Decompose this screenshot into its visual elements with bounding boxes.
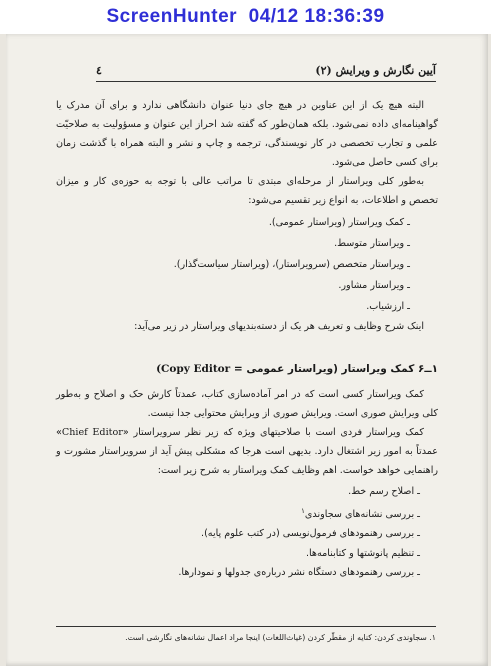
- footnote-marker: ۱: [301, 506, 305, 515]
- section-paragraph-2: [56, 423, 438, 480]
- list-item: ـ بررسی رهنمودهای فرمول‌نویسی (در کتب علوم پایه).: [56, 524, 420, 544]
- paragraph-2-part-a: کمک ویراستار فردی است با صلاحیتهای ویژه که زیر نظر سرویراستار «: [122, 427, 425, 438]
- footnote: ۱. سجاوندی کردن: کنایه از مقطّر کردن (غیاث‌اللغات) اینجا مراد اعمال نشانه‌های نگارشی است.: [56, 626, 436, 644]
- list-item: ـ ویراستار مشاور.: [56, 275, 410, 296]
- chief-editor-term: Chief Editor: [61, 427, 123, 438]
- page-number: ٤: [96, 64, 102, 77]
- duties-list: [56, 482, 438, 583]
- list-item: ـ ویراستار متوسط.: [56, 233, 410, 254]
- list-item: [56, 502, 420, 525]
- duty-text: بررسی نشانه‌های سجاوندی: [304, 508, 415, 520]
- outro-sentence: اینک شرح وظایف و تعریف هر یک از دسته‌بندیهای ویراستار در زیر می‌آید:: [134, 321, 424, 332]
- list-item: ـ ارزشیاب.: [56, 296, 410, 317]
- screenhunter-banner: [0, 0, 491, 34]
- running-head-title: آیین نگارش و ویرایش (۲): [315, 64, 436, 77]
- intro-paragraph: البته هیچ یک از این عناوین در هیچ جای دنیا عنوان دانشگاهی ندارد و برای آن مدرک یا گواهینامه‌ای داده نمی‌شود. بلکه همان‌طور که گفته شد احراز این عنوان و مسؤولیت به صلاحیّت علمی و تجارب تخصصی در کار نویسندگی، ترجمه و چاپ و نشر و البته همراه با گذشت زمان برای کسی حاصل می‌شود.: [56, 100, 438, 168]
- book-page: [6, 34, 488, 666]
- body-text: [56, 96, 438, 583]
- list-item: ـ اصلاح رسم خط.: [56, 482, 420, 502]
- capture-timestamp: 04/12 18:36:39: [248, 6, 385, 27]
- editor-types-list: [56, 212, 438, 317]
- classification-paragraph: به‌طور کلی ویراستار از مرحله‌ای مبتدی تا مراتب عالی با توجه به حوزه‌ی کار و میزان تخصص و اطلاعات، به انواع زیر تقسیم می‌شود:: [56, 176, 438, 206]
- section-title: کمک ویراستار (ویراستار عمومی =: [233, 363, 415, 375]
- list-item: ـ بررسی رهنمودهای دستگاه نشر درباره‌ی جدولها و نمودارها.: [56, 563, 420, 583]
- list-item: ـ ویراستار متخصص (سرویراستار)، (ویراستار سیاست‌گذار).: [56, 254, 410, 275]
- paragraph-2-part-b: » عمدتاً به امور زیر اشتغال دارد. بدیهی است هرجا که مشکلی پیش آید از سرویراستار مشورت و راهنمایی خواهد خواست. اهم وظایف کمک ویراستار به شرح زیر است:: [56, 427, 438, 476]
- running-header: [96, 64, 436, 82]
- section-number: ۱ــ۶: [417, 363, 438, 375]
- section-paragraph-1: کمک ویراستار کسی است که در امر آماده‌سازی کتاب، عمدتاً کارش حک و اصلاح و به‌طور کلی ویرایش صوری است. ویرایش صوری از ویرایش محتوایی جدا نیست.: [56, 389, 438, 419]
- list-item: ـ کمک ویراستار (ویراستار عمومی).: [56, 212, 410, 233]
- section-heading: [56, 360, 438, 379]
- list-item: ـ تنظیم پانوشتها و کتابنامه‌ها.: [56, 544, 420, 564]
- section-english-term: (Copy Editor: [156, 363, 231, 375]
- app-name: ScreenHunter: [106, 6, 238, 27]
